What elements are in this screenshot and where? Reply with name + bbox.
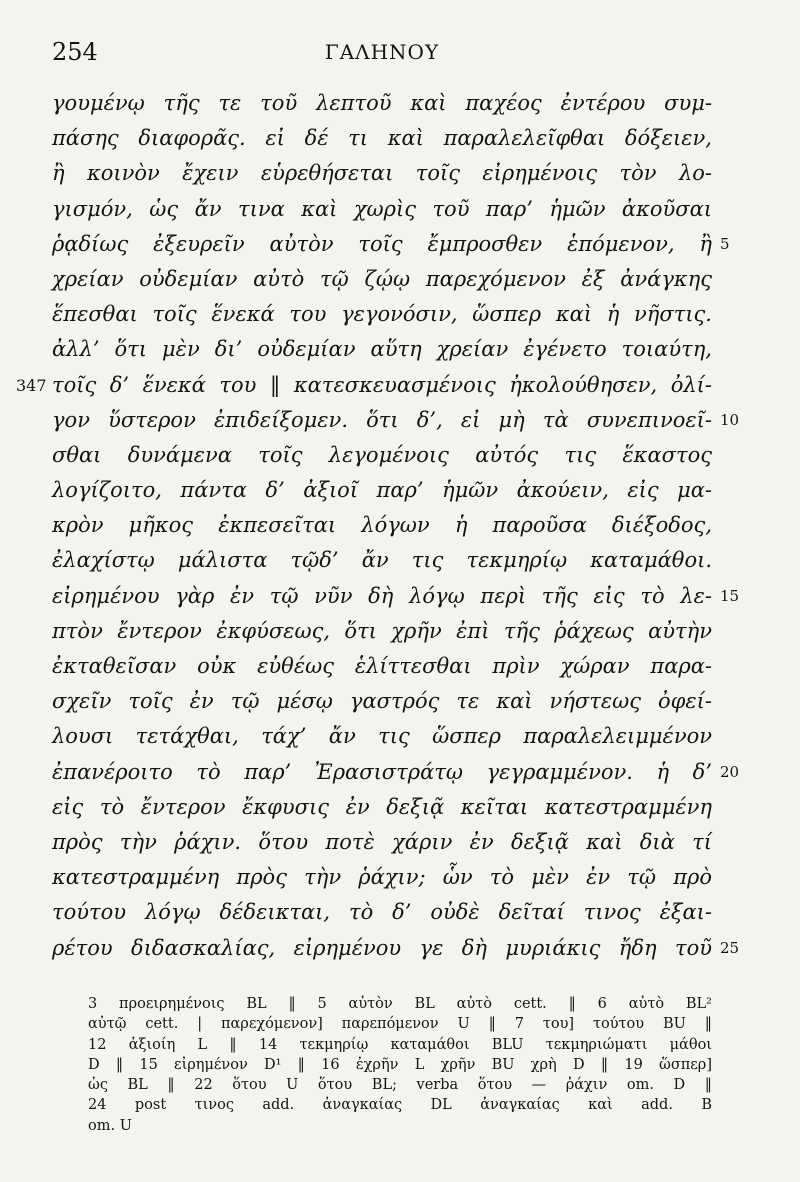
line-text: χρείαν οὐδεμίαν αὐτὸ τῷ ζῴῳ παρεχόμενον ἐξ ἀνάγκης bbox=[52, 266, 712, 291]
line-number: 20 bbox=[720, 762, 740, 781]
running-title: ΓΑΛΗΝΟΥ bbox=[324, 40, 440, 64]
line-text: τοῖς δ’ ἕνεκά του ‖ κατεσκευασμένοις ἠκολούθησεν, ὀλί- bbox=[52, 372, 712, 397]
text-line bbox=[52, 121, 712, 156]
text-line bbox=[52, 262, 712, 297]
apparatus-line: 12 ἀξιοίη L ‖ 14 τεκμηρίῳ καταμάθοι BLU τεκμηριώματι μάθοι bbox=[88, 1036, 712, 1053]
apparatus-line: om. U bbox=[88, 1117, 132, 1134]
apparatus-line: 3 προειρημένοις BL ‖ 5 αὐτὸν BL αὐτὸ cett. ‖ 6 αὐτὸ BL² bbox=[88, 996, 712, 1012]
text-line bbox=[52, 755, 740, 790]
page-number: 254 bbox=[52, 38, 98, 66]
line-text: ρέτου διδασκαλίας, εἰρημένου γε δὴ μυριάκις ἤδη τοῦ bbox=[52, 935, 712, 960]
line-text: σχεῖν τοῖς ἐν τῷ μέσῳ γαστρός τε καὶ νήστεως ὀφεί- bbox=[52, 689, 712, 714]
apparatus-line: ὡς BL ‖ 22 ὅτου U ὅτου BL; verba ὅτου — ῥάχιν om. D ‖ bbox=[88, 1077, 712, 1094]
line-text: τούτου λόγῳ δέδεικται, τὸ δ’ οὐδὲ δεῖταί τινος ἐξαι- bbox=[52, 900, 712, 925]
apparatus-line: αὐτῷ cett. | παρεχόμενον] παρεπόμενον U ‖ 7 του] τούτου BU ‖ bbox=[88, 1016, 712, 1033]
line-text: ἐλαχίστῳ μάλιστα τῷδ’ ἄν τις τεκμηρίῳ καταμάθοι. bbox=[52, 548, 712, 573]
text-line bbox=[52, 684, 712, 719]
margin-page-reference: 347 bbox=[16, 375, 47, 395]
text-line bbox=[52, 931, 740, 966]
text-line bbox=[52, 719, 712, 754]
apparatus-line: D ‖ 15 εἰρημένον D¹ ‖ 16 ἐχρῆν L χρῆν BU χρὴ D ‖ 19 ὥσπερ] bbox=[88, 1056, 712, 1073]
text-line bbox=[52, 227, 730, 262]
text-line bbox=[52, 192, 712, 227]
line-number: 10 bbox=[720, 410, 740, 429]
text-line bbox=[52, 403, 740, 438]
line-text: ἕπεσθαι τοῖς ἕνεκά του γεγονόσιν, ὥσπερ καὶ ἡ νῆστις. bbox=[52, 302, 712, 327]
text-line bbox=[52, 649, 712, 684]
line-text: ἐκταθεῖσαν οὐκ εὐθέως ἑλίττεσθαι πρὶν χώραν παρα- bbox=[52, 654, 712, 678]
line-text: γουμένῳ τῆς τε τοῦ λεπτοῦ καὶ παχέος ἐντέρου συμ- bbox=[52, 91, 712, 115]
line-number: 5 bbox=[720, 234, 730, 253]
line-text: εἰρημένου γὰρ ἐν τῷ νῦν δὴ λόγῳ περὶ τῆς εἰς τὸ λε- bbox=[52, 583, 712, 608]
text-line bbox=[52, 579, 740, 614]
line-text: πρὸς τὴν ῥάχιν. ὅτου ποτὲ χάριν ἐν δεξιᾷ καὶ διὰ τί bbox=[52, 829, 712, 854]
text-line bbox=[52, 895, 712, 930]
apparatus-line: 24 post τινος add. ἀναγκαίας DL ἀναγκαίας καὶ add. B bbox=[88, 1097, 712, 1114]
line-text: σθαι δυνάμενα τοῖς λεγομένοις αὐτός τις ἕκαστος bbox=[52, 442, 712, 467]
text-line bbox=[52, 473, 712, 508]
line-text: κατεστραμμένη πρὸς τὴν ῥάχιν; ὧν τὸ μὲν ἐν τῷ πρὸ bbox=[52, 865, 712, 890]
text-line bbox=[52, 860, 712, 895]
line-text: πτὸν ἔντερον ἐκφύσεως, ὅτι χρῆν ἐπὶ τῆς ῥάχεως αὐτὴν bbox=[52, 618, 712, 643]
line-text: ῥᾳδίως ἐξευρεῖν αὐτὸν τοῖς ἔμπροσθεν ἑπόμενον, ἢ bbox=[52, 231, 712, 256]
line-text: λογίζοιτο, πάντα δ’ ἀξιοῖ παρ’ ἡμῶν ἀκούειν, εἰς μα- bbox=[52, 478, 712, 503]
line-text: κρὸν μῆκος ἐκπεσεῖται λόγων ἡ παροῦσα διέξοδος, bbox=[52, 513, 712, 538]
text-line bbox=[52, 86, 712, 121]
line-number: 25 bbox=[720, 938, 740, 957]
text-line bbox=[52, 332, 712, 367]
running-head bbox=[52, 38, 712, 68]
critical-apparatus bbox=[88, 994, 712, 1136]
text-line bbox=[52, 825, 712, 860]
text-line bbox=[52, 438, 712, 473]
text-line bbox=[16, 368, 712, 403]
line-text: γον ὕστερον ἐπιδείξομεν. ὅτι δ’, εἰ μὴ τὰ συνεπινοεῖ- bbox=[52, 407, 712, 432]
line-text: λουσι τετάχθαι, τάχ’ ἄν τις ὥσπερ παραλελειμμένον bbox=[52, 724, 712, 749]
text-line bbox=[52, 156, 712, 191]
line-text: ἀλλ’ ὅτι μὲν δι’ οὐδεμίαν αὕτη χρείαν ἐγένετο τοιαύτη, bbox=[52, 337, 712, 362]
line-text: γισμόν, ὡς ἄν τινα καὶ χωρὶς τοῦ παρ’ ἡμῶν ἀκοῦσαι bbox=[52, 196, 712, 221]
line-text: ἐπανέροιτο τὸ παρ’ Ἐρασιστράτῳ γεγραμμένον. ἡ δ’ bbox=[52, 759, 712, 784]
line-text: ἢ κοινὸν ἔχειν εὑρεθήσεται τοῖς εἰρημένοις τὸν λο- bbox=[52, 161, 712, 186]
line-text: πάσης διαφορᾶς. εἰ δέ τι καὶ παραλελεῖφθαι δόξειεν, bbox=[52, 126, 712, 151]
text-line bbox=[52, 614, 712, 649]
text-line bbox=[52, 790, 712, 825]
line-text: εἰς τὸ ἔντερον ἔκφυσις ἐν δεξιᾷ κεῖται κατεστραμμένη bbox=[52, 794, 712, 819]
text-line bbox=[52, 508, 712, 543]
text-line bbox=[52, 297, 712, 332]
text-line bbox=[52, 543, 712, 578]
line-number: 15 bbox=[720, 586, 740, 605]
main-text bbox=[16, 86, 740, 966]
